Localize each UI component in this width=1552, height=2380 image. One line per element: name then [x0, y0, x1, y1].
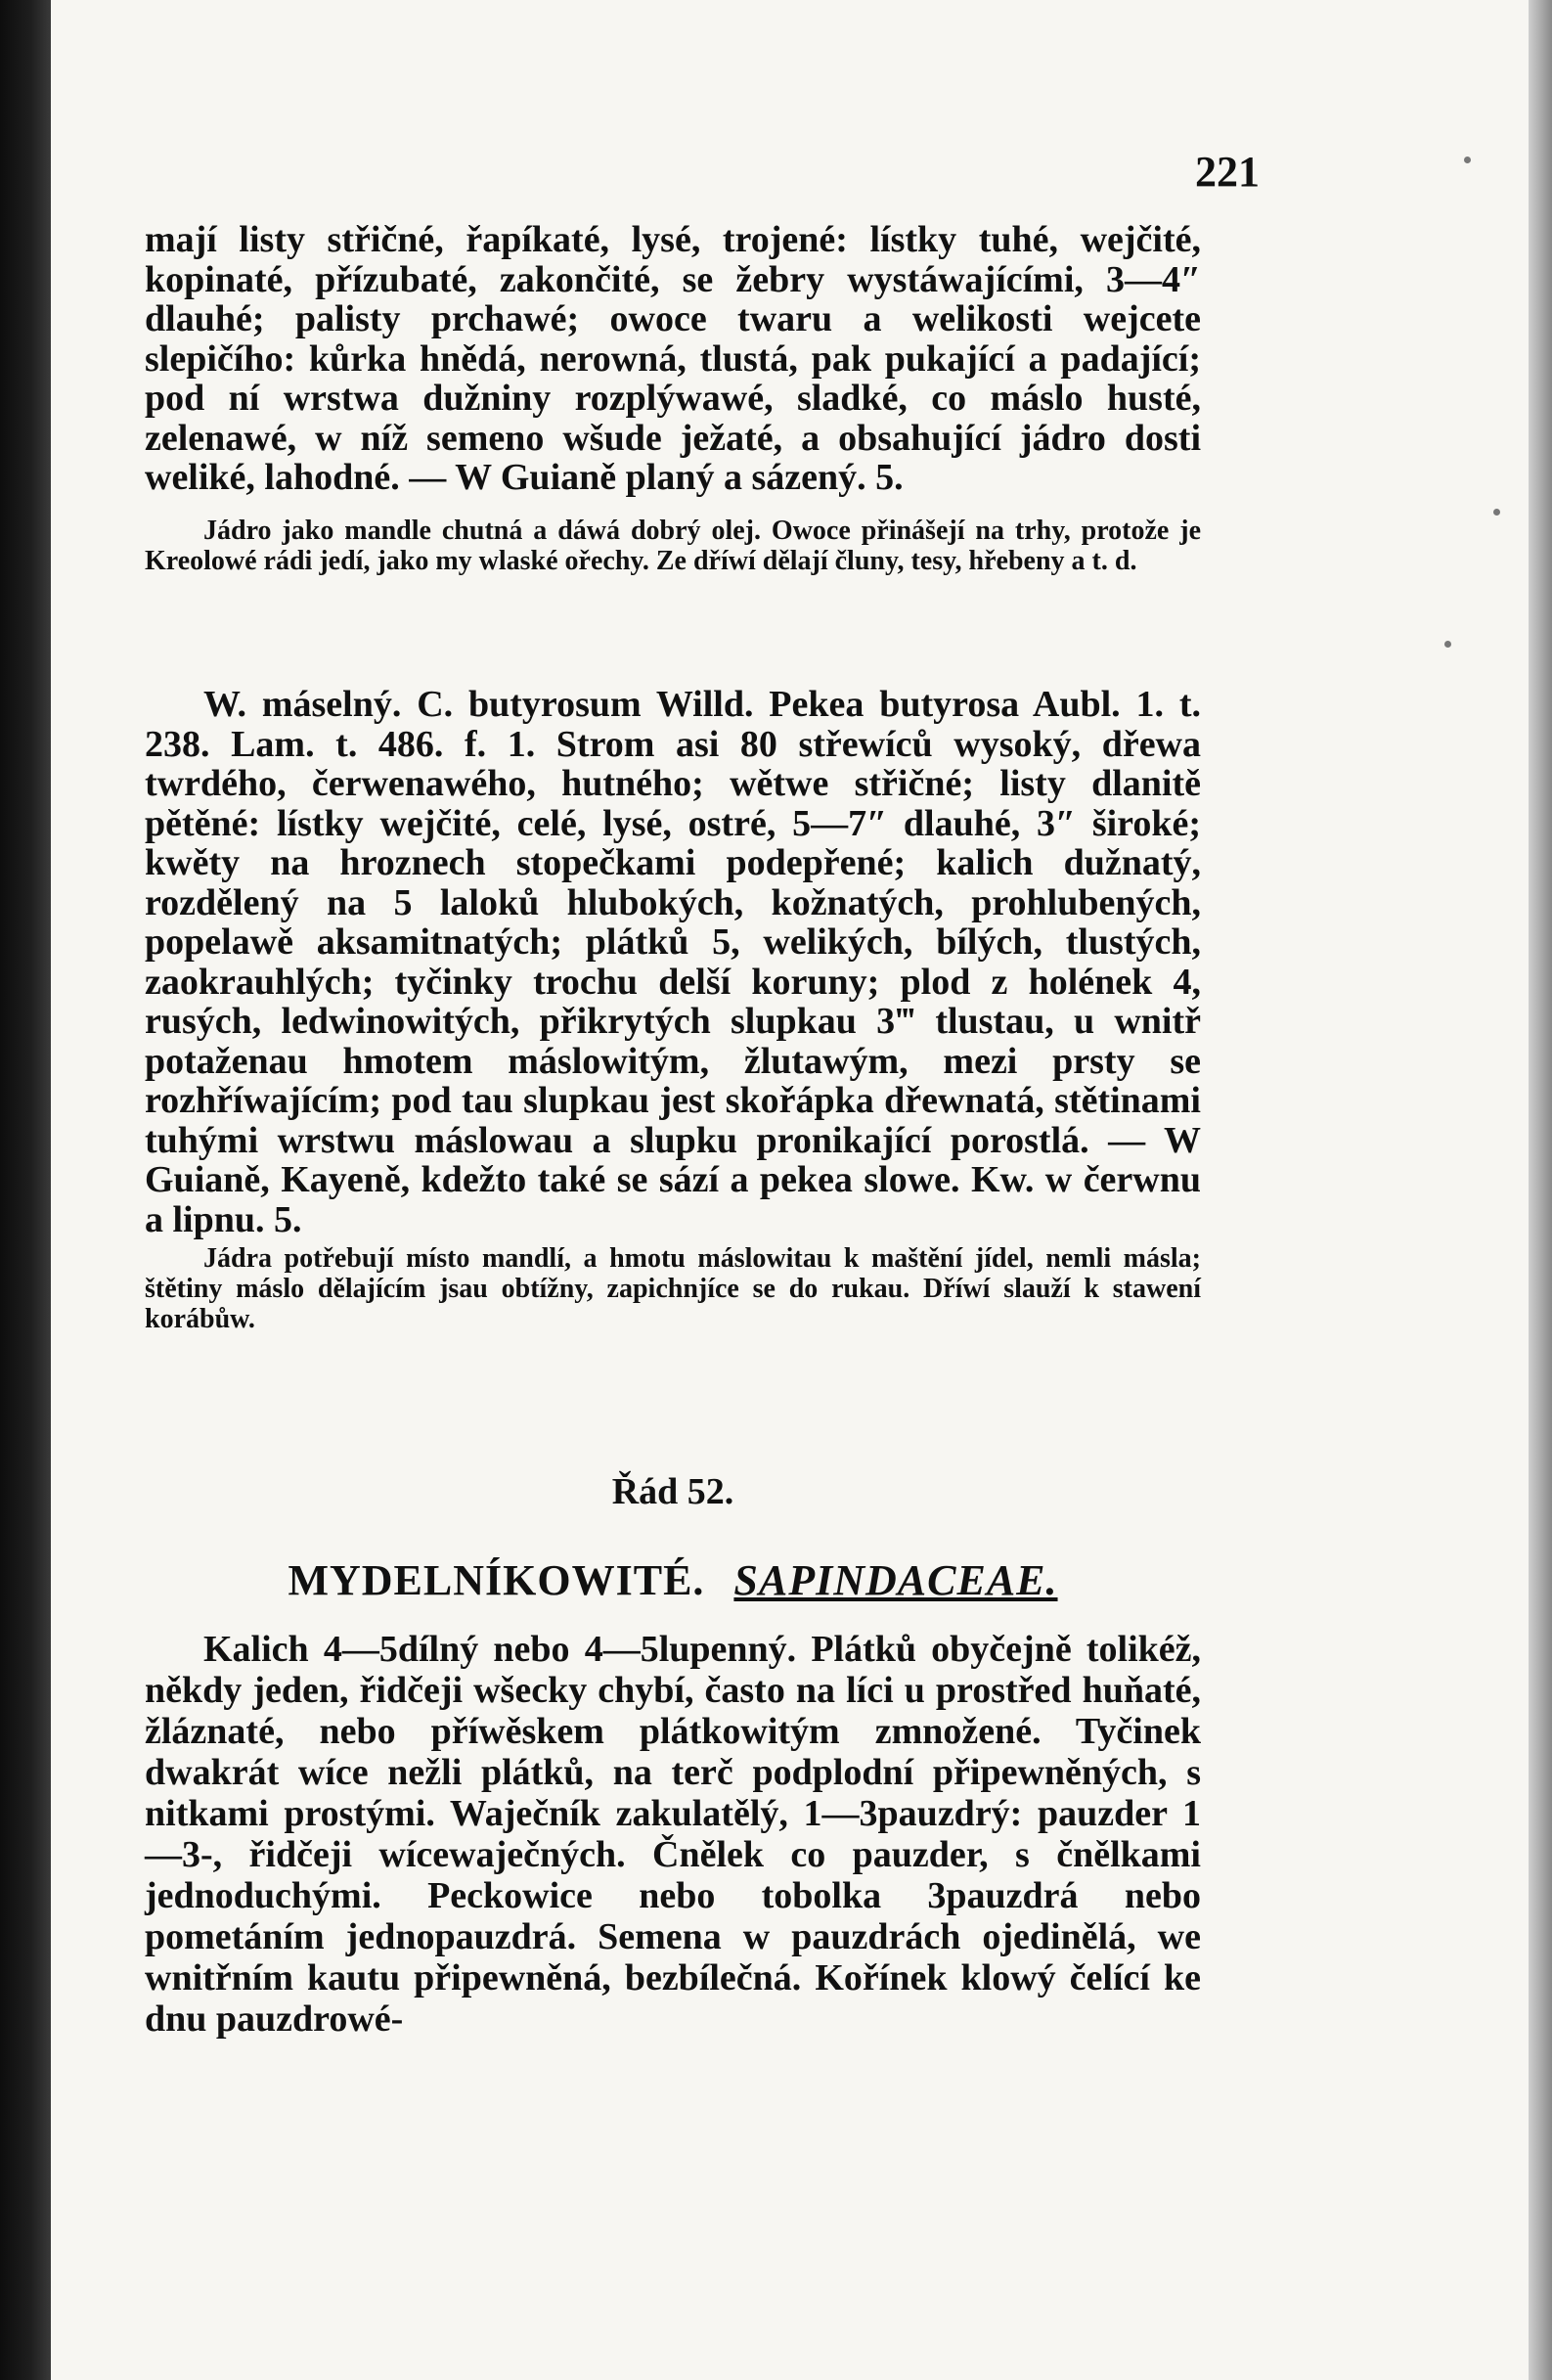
scan-edge-left	[0, 0, 51, 2380]
page-number: 221	[1195, 148, 1260, 196]
note-uses-1: Jádro jako mandle chutná a dáwá dobrý olej. Owoce přinášejí na trhy, protože je Kreolowé rádi jedí, jako my wlaské ořechy. Ze dříwí dělají čluny, tesy, hřebeny a t. d.	[145, 515, 1201, 576]
paragraph-leaf-description: mají listy střičné, řapíkaté, lysé, trojené: lístky tuhé, wejčité, kopinaté, přízubaté, zakončité, se žebry wystáwajícími, 3—4″ dlauhé; palisty prchawé; owoce twaru a welikosti wejcete slepičího: kůrka hnědá, nerowná, tlustá, pak pukající a padající; pod ní wrstwa dužniny rozplýwawé, sladké, co máslo husté, zelenawé, w níž semeno wšude ježaté, a obsahující jádro dosti weliké, lahodné. — W Guianě planý a sázený. 5.	[145, 219, 1201, 498]
note-uses-2: Jádra potřebují místo mandlí, a hmotu máslowitau k maštění jídel, nemli másla; štětiny máslo dělajícím jsau obtížny, zapichnjíce se do rukau. Dříwí slauží k stawení korábůw.	[145, 1243, 1201, 1334]
text-block-2	[145, 685, 1201, 1334]
order-heading: Řád 52.	[611, 1471, 734, 1512]
ink-speck	[1444, 641, 1451, 648]
family-name-latin: SAPINDACEAE.	[733, 1556, 1058, 1604]
paragraph-family-description: Kalich 4—5dílný nebo 4—5lupenný. Plátků obyčejně tolikéž, někdy jeden, řidčeji wšecky chybí, často na líci u prostřed huňaté, žláznaté, nebo příwěskem plátkowitým zmnožené. Tyčinek dwakrát wíce nežli plátků, na terč podplodní připewněných, s nitkami prostými. Waječník zakulatělý, 1—3pauzdrý: pauzder 1—3-, řidčeji wícewaječných. Čnělek co pauzder, s čnělkami jednoduchými. Peckowice nebo tobolka 3pauzdrá nebo pometáním jednopauzdrá. Semena w pauzdrách ojedinělá, we wnitřním kautu připewněná, bezbílečná. Kořínek klowý čelící ke dnu pauzdrowé-	[145, 1629, 1201, 2040]
text-block-1	[145, 220, 1201, 576]
ink-speck	[1464, 157, 1471, 163]
family-heading	[145, 1555, 1201, 1605]
ink-speck	[1493, 509, 1500, 516]
text-block-3	[145, 1629, 1201, 2040]
paragraph-species-description: W. máselný. C. butyrosum Willd. Pekea butyrosa Aubl. 1. t. 238. Lam. t. 486. f. 1. Strom asi 80 střewíců wysoký, dřewa twrdého, čerwenawého, hutného; wětwe střičné; listy dlanitě pětěné: lístky wejčité, celé, lysé, ostré, 5—7″ dlauhé, 3″ široké; kwěty na hroznech stopečkami podepřené; kalich dužnatý, rozdělený na 5 laloků hlubokých, kožnatých, prohlubených, popelawě aksamitnatých; plátků 5, welikých, bílých, tlustých, zaokrauhlých; tyčinky trochu delší koruny; plod z holének 4, rusých, ledwinowitých, přikrytých slupkau 3‴ tlustau, u wnitř potaženau hmotem máslowitým, žlutawým, mezi prsty se rozhříwajícím; pod tau slupkau jest skořápka dřewnatá, stětinami tuhými wrstwu máslowau a slupku pronikající porostlá. — W Guianě, Kayeně, kdežto také se sází a pekea slowe. Kw. w čerwnu a lipnu. 5.	[145, 684, 1201, 1240]
book-page	[51, 0, 1529, 2380]
family-name-czech: MYDELNÍKOWITÉ.	[288, 1556, 705, 1604]
scan-edge-right	[1529, 0, 1552, 2380]
